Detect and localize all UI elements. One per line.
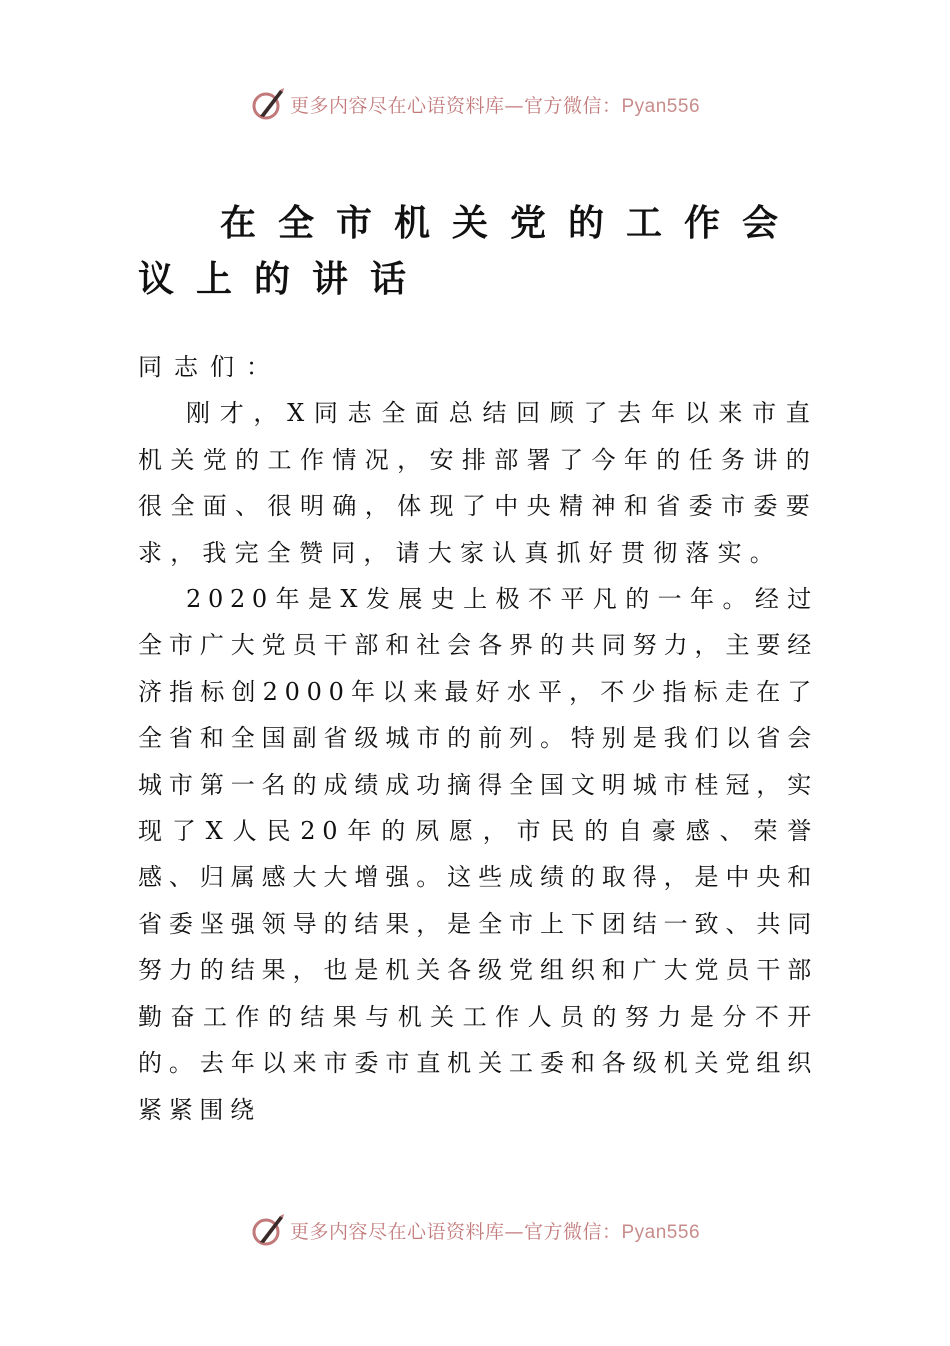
paragraph-1: 刚才，X同志全面总结回顾了去年以来市直机关党的工作情况，安排部署了今年的任务讲的很全面、很明确，体现了中央精神和省委市委要求，我完全赞同，请大家认真抓好贯彻落实。: [138, 399, 818, 567]
document-body: [138, 344, 818, 1133]
banner-text: 更多内容尽在心语资料库—官方微信：Pyan556: [289, 1220, 701, 1243]
document-title: 在全市机关党的工作会议上的讲话: [138, 203, 801, 300]
paragraph-2: 2020年是X发展史上极不平凡的一年。经过全市广大党员干部和社会各界的共同努力，主要经济指标创2000年以来最好水平，不少指标走在了全省和全国副省级城市的前列。特别是我们以省会城市第一名的成绩成功摘得全国文明城市桂冠，实现了X人民20年的夙愿，市民的自豪感、荣誉感、归属感大大增强。这些成绩的取得，是中央和省委坚强领导的结果，是全市上下团结一致、共同努力的结果，也是机关各级党组织和广大党员干部勤奋工作的结果与机关工作人员的努力是分不开的。去年以来市委市直机关工委和各级机关党组织紧紧围绕: [138, 585, 818, 1124]
banner-handle: Pyan556: [621, 1221, 701, 1243]
banner-handle: Pyan556: [621, 95, 701, 117]
greeting: 同志们：: [138, 353, 282, 381]
header-banner: [0, 84, 950, 124]
banner-text: 更多内容尽在心语资料库—官方微信：Pyan556: [289, 94, 701, 117]
footer-banner: [0, 1210, 950, 1250]
quill-pen-logo-icon: [250, 86, 286, 122]
quill-pen-logo-icon: [250, 1212, 286, 1248]
